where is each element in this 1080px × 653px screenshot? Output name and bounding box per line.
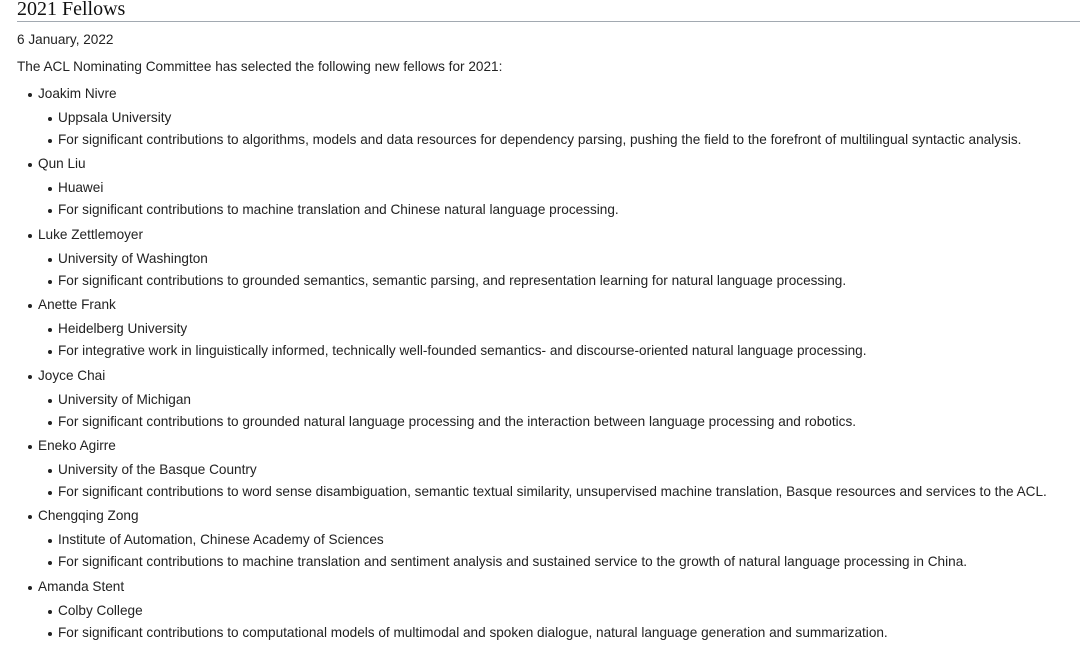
- fellow-affiliation: Huawei: [58, 180, 104, 196]
- fellow-affiliation: University of Michigan: [58, 391, 191, 407]
- fellow-item: [17, 85, 1077, 155]
- fellow-name: Amanda Stent: [38, 578, 125, 594]
- fellow-affiliation: Heidelberg University: [58, 321, 188, 337]
- fellow-citation: For significant contributions to grounded natural language processing and the interaction between language processing and robotics.: [58, 413, 857, 429]
- fellow-item: [17, 296, 1077, 366]
- bullet-icon: [28, 93, 32, 97]
- fellow-citation: For significant contributions to grounded semantics, semantic parsing, and representation learning for natural language processing.: [58, 272, 847, 288]
- fellow-name: Qun Liu: [38, 156, 86, 172]
- bullet-icon: [48, 209, 52, 213]
- bullet-icon: [48, 539, 52, 543]
- fellow-affiliation: Institute of Automation, Chinese Academy of Sciences: [58, 532, 384, 548]
- fellow-item: [17, 367, 1077, 437]
- bullet-icon: [48, 632, 52, 636]
- fellows-list: [17, 85, 1077, 648]
- bullet-icon: [48, 258, 52, 262]
- bullet-icon: [48, 280, 52, 284]
- bullet-icon: [48, 328, 52, 332]
- fellow-citation: For significant contributions to algorithms, models and data resources for dependency parsing, pushing the field to the forefront of multilingual syntactic analysis.: [58, 132, 1022, 147]
- bullet-icon: [28, 304, 32, 308]
- bullet-icon: [48, 117, 52, 121]
- bullet-icon: [48, 469, 52, 473]
- intro-paragraph: The ACL Nominating Committee has selected the following new fellows for 2021:: [17, 59, 503, 74]
- bullet-icon: [28, 375, 32, 379]
- bullet-icon: [48, 139, 52, 143]
- fellow-name: Luke Zettlemoyer: [38, 226, 144, 242]
- bullet-icon: [48, 350, 52, 354]
- fellow-citation: For integrative work in linguistically informed, technically well-founded semantics- and discourse-oriented natural language processing.: [58, 343, 867, 359]
- fellow-affiliation: Uppsala University: [58, 110, 172, 125]
- title-divider: [17, 21, 1080, 22]
- publication-date: 6 January, 2022: [17, 32, 114, 47]
- fellow-affiliation: Colby College: [58, 602, 143, 618]
- fellow-citation: For significant contributions to machine translation and sentiment analysis and sustained service to the growth of natural language processing in China.: [58, 554, 968, 570]
- bullet-icon: [28, 234, 32, 238]
- fellow-item: [17, 437, 1077, 507]
- bullet-icon: [48, 610, 52, 614]
- fellow-citation: For significant contributions to word sense disambiguation, semantic textual similarity, unsupervised machine translation, Basque resources and services to the ACL.: [58, 483, 1047, 499]
- bullet-icon: [28, 445, 32, 449]
- fellow-name: Eneko Agirre: [38, 437, 116, 453]
- fellow-item: [17, 155, 1077, 225]
- fellow-name: Joakim Nivre: [38, 86, 117, 101]
- fellow-citation: For significant contributions to machine translation and Chinese natural language processing.: [58, 202, 619, 218]
- fellow-name: Anette Frank: [38, 297, 116, 313]
- fellow-item: [17, 226, 1077, 296]
- bullet-icon: [48, 399, 52, 403]
- fellow-name: Chengqing Zong: [38, 508, 139, 524]
- bullet-icon: [28, 586, 32, 590]
- bullet-icon: [48, 421, 52, 425]
- bullet-icon: [48, 491, 52, 495]
- fellow-affiliation: University of the Basque Country: [58, 461, 257, 477]
- fellow-affiliation: University of Washington: [58, 250, 208, 266]
- fellow-item: [17, 507, 1077, 577]
- bullet-icon: [28, 163, 32, 167]
- bullet-icon: [48, 187, 52, 191]
- fellow-citation: For significant contributions to computational models of multimodal and spoken dialogue, natural language generation and summarization.: [58, 624, 888, 640]
- page-title: 2021 Fellows: [17, 0, 126, 20]
- bullet-icon: [48, 561, 52, 565]
- bullet-icon: [28, 515, 32, 519]
- fellow-item: [17, 578, 1077, 648]
- fellow-name: Joyce Chai: [38, 367, 106, 383]
